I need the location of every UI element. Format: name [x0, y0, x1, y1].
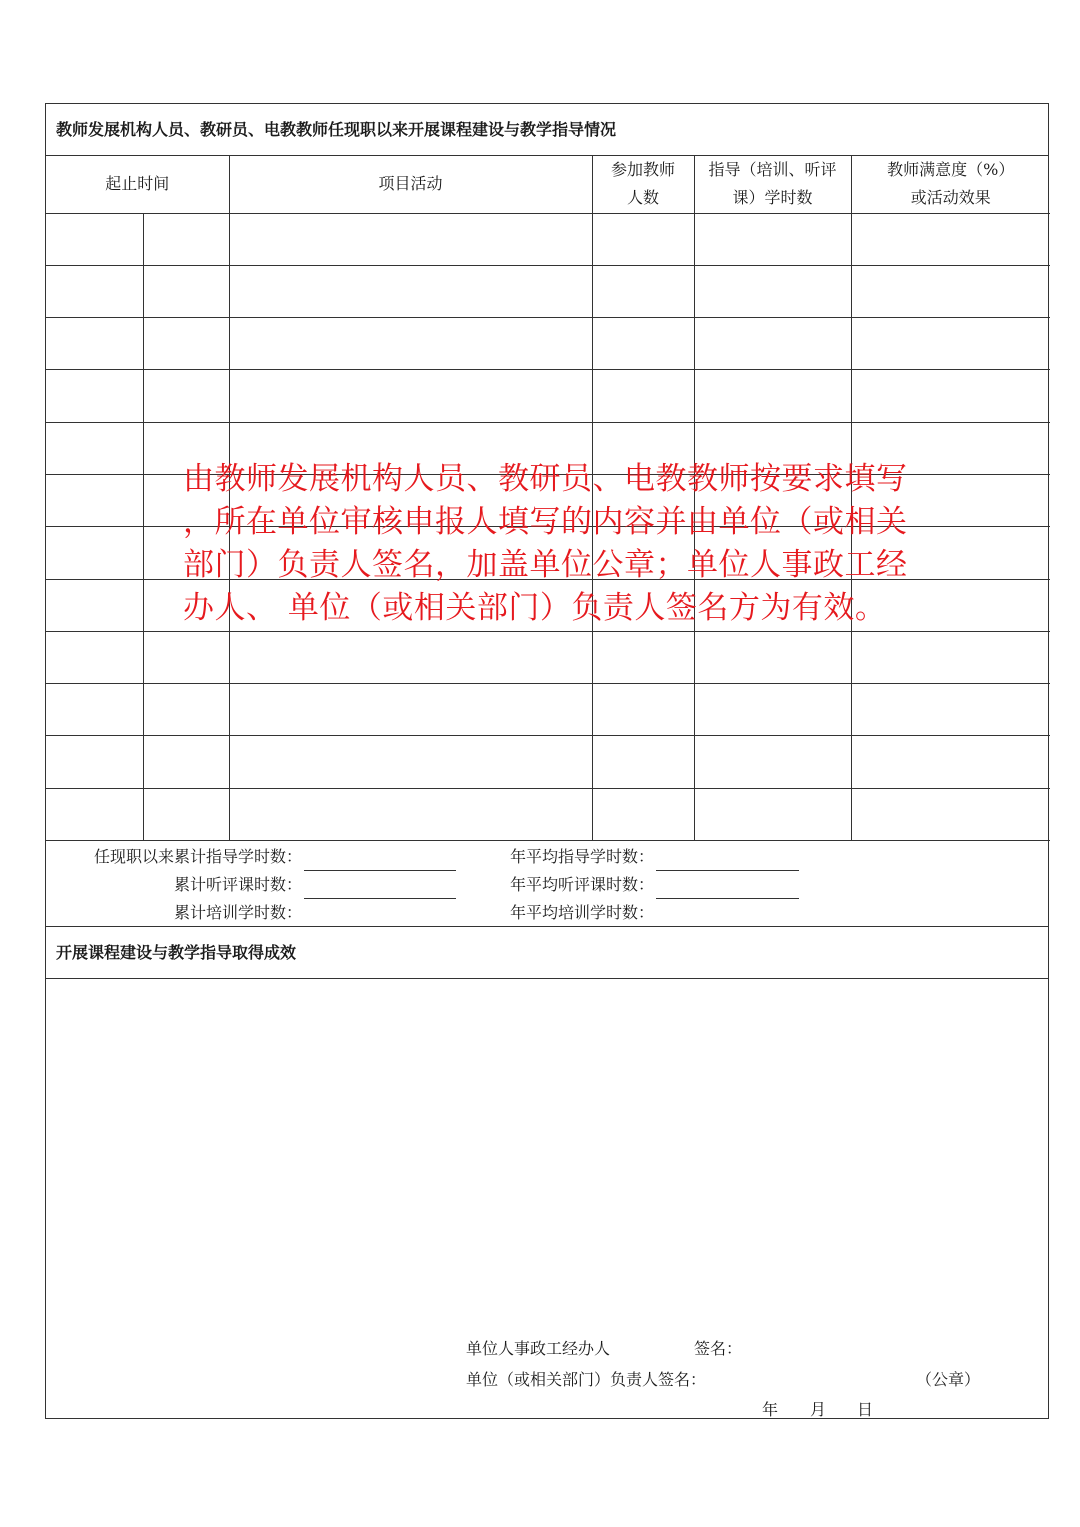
summary-block [46, 841, 1048, 927]
avg-listen-blank[interactable] [656, 872, 799, 899]
total-training-line [56, 900, 302, 926]
participants-cell[interactable] [592, 370, 694, 422]
participants-cell[interactable] [592, 684, 694, 736]
header-satisfaction-line2: 或活动效果 [910, 188, 991, 208]
table-row [46, 684, 1050, 736]
satisfaction-cell[interactable] [851, 265, 1050, 317]
header-guidance-line2: 课）学时数 [732, 188, 813, 208]
header-activity: 项目活动 [229, 156, 592, 213]
participants-cell[interactable] [592, 318, 694, 370]
total-guidance-line [56, 844, 302, 870]
activity-cell[interactable] [229, 213, 592, 265]
participants-cell[interactable] [592, 736, 694, 788]
date-day-label: 日 [857, 1400, 874, 1419]
header-participants-line2: 人数 [627, 188, 660, 208]
total-training-label: 累计培训学时数： [173, 903, 302, 922]
activity-cell[interactable] [229, 318, 592, 370]
end-date-cell[interactable] [143, 265, 229, 317]
start-date-cell[interactable] [46, 736, 143, 788]
form-frame [45, 103, 1049, 1419]
start-date-cell[interactable] [46, 265, 143, 317]
guidance-hours-cell[interactable] [694, 788, 851, 840]
seal-label: （公章） [916, 1370, 981, 1389]
header-satisfaction-line1: 教师满意度（%） [887, 160, 1015, 180]
participants-cell[interactable] [592, 213, 694, 265]
participants-cell[interactable] [592, 265, 694, 317]
satisfaction-cell[interactable] [851, 736, 1050, 788]
guidance-hours-cell[interactable] [694, 631, 851, 683]
satisfaction-cell[interactable] [851, 788, 1050, 840]
start-date-cell[interactable] [46, 684, 143, 736]
avg-training-blank[interactable] [656, 900, 799, 927]
avg-guidance-label: 年平均指导学时数： [509, 847, 654, 866]
satisfaction-cell[interactable] [851, 631, 1050, 683]
table-row [46, 370, 1050, 422]
activity-cell[interactable] [229, 684, 592, 736]
total-training-blank[interactable] [304, 900, 456, 927]
start-date-cell[interactable] [46, 213, 143, 265]
activity-cell[interactable] [229, 265, 592, 317]
avg-training-line [484, 900, 654, 926]
table-row [46, 736, 1050, 788]
end-date-cell[interactable] [143, 318, 229, 370]
notice-line-4: 办人、 单位（或相关部门）负责人签名方为有效。 [183, 590, 887, 626]
start-date-cell[interactable] [46, 631, 143, 683]
activity-cell[interactable] [229, 370, 592, 422]
start-date-cell[interactable] [46, 422, 143, 474]
notice-line-1: 由教师发展机构人员、教研员、电教教师按要求填写 [183, 461, 908, 497]
start-date-cell[interactable] [46, 370, 143, 422]
total-listen-blank[interactable] [304, 872, 456, 899]
avg-training-label: 年平均培训学时数： [509, 903, 654, 922]
header-participants-line1: 参加教师 [611, 160, 676, 180]
guidance-hours-cell[interactable] [694, 213, 851, 265]
date-month-label: 月 [810, 1400, 827, 1419]
start-date-cell[interactable] [46, 788, 143, 840]
participants-cell[interactable] [592, 631, 694, 683]
end-date-cell[interactable] [143, 631, 229, 683]
activity-cell[interactable] [229, 631, 592, 683]
activity-cell[interactable] [229, 788, 592, 840]
satisfaction-cell[interactable] [851, 318, 1050, 370]
table-row [46, 788, 1050, 840]
total-guidance-label: 任现职以来累计指导学时数： [93, 847, 302, 866]
avg-guidance-blank[interactable] [656, 844, 799, 871]
avg-guidance-line [484, 844, 654, 870]
avg-listen-line [484, 872, 654, 898]
start-date-cell[interactable] [46, 474, 143, 526]
activity-cell[interactable] [229, 736, 592, 788]
table-row [46, 265, 1050, 317]
date-year-label: 年 [762, 1400, 779, 1419]
table-header-row [46, 156, 1050, 213]
guidance-hours-cell[interactable] [694, 265, 851, 317]
guidance-hours-cell[interactable] [694, 736, 851, 788]
end-date-cell[interactable] [143, 370, 229, 422]
leader-sign-label: 单位（或相关部门）负责人签名： [466, 1370, 707, 1389]
section-title-outcome: 开展课程建设与教学指导取得成效 [46, 927, 1048, 979]
header-guidance-hours [694, 156, 851, 213]
guidance-hours-cell[interactable] [694, 684, 851, 736]
hr-sign-label: 签名： [694, 1339, 743, 1358]
table-row [46, 631, 1050, 683]
fill-instructions-notice [183, 458, 943, 630]
start-date-cell[interactable] [46, 527, 143, 579]
avg-listen-label: 年平均听评课时数： [509, 875, 654, 894]
guidance-hours-cell[interactable] [694, 318, 851, 370]
hr-handler-label: 单位人事政工经办人 [466, 1339, 611, 1358]
end-date-cell[interactable] [143, 213, 229, 265]
header-guidance-line1: 指导（培训、听评 [708, 160, 837, 180]
header-satisfaction [851, 156, 1050, 213]
header-period: 起止时间 [46, 156, 229, 213]
header-participants [592, 156, 694, 213]
satisfaction-cell[interactable] [851, 213, 1050, 265]
end-date-cell[interactable] [143, 684, 229, 736]
total-guidance-blank[interactable] [304, 844, 456, 871]
satisfaction-cell[interactable] [851, 370, 1050, 422]
start-date-cell[interactable] [46, 579, 143, 631]
guidance-hours-cell[interactable] [694, 370, 851, 422]
notice-line-2: ，所在单位审核申报人填写的内容并由单位（或相关 [183, 504, 908, 540]
notice-line-3: 部门）负责人签名，加盖单位公章；单位人事政工经 [183, 547, 908, 583]
start-date-cell[interactable] [46, 318, 143, 370]
table-row [46, 213, 1050, 265]
outcome-area[interactable] [46, 979, 1048, 1418]
end-date-cell[interactable] [143, 788, 229, 840]
section-title-guidance: 教师发展机构人员、教研员、电教教师任现职以来开展课程建设与教学指导情况 [46, 104, 1048, 156]
total-listen-label: 累计听评课时数： [173, 875, 302, 894]
total-listen-line [56, 872, 302, 898]
satisfaction-cell[interactable] [851, 684, 1050, 736]
table-row [46, 318, 1050, 370]
end-date-cell[interactable] [143, 736, 229, 788]
participants-cell[interactable] [592, 788, 694, 840]
